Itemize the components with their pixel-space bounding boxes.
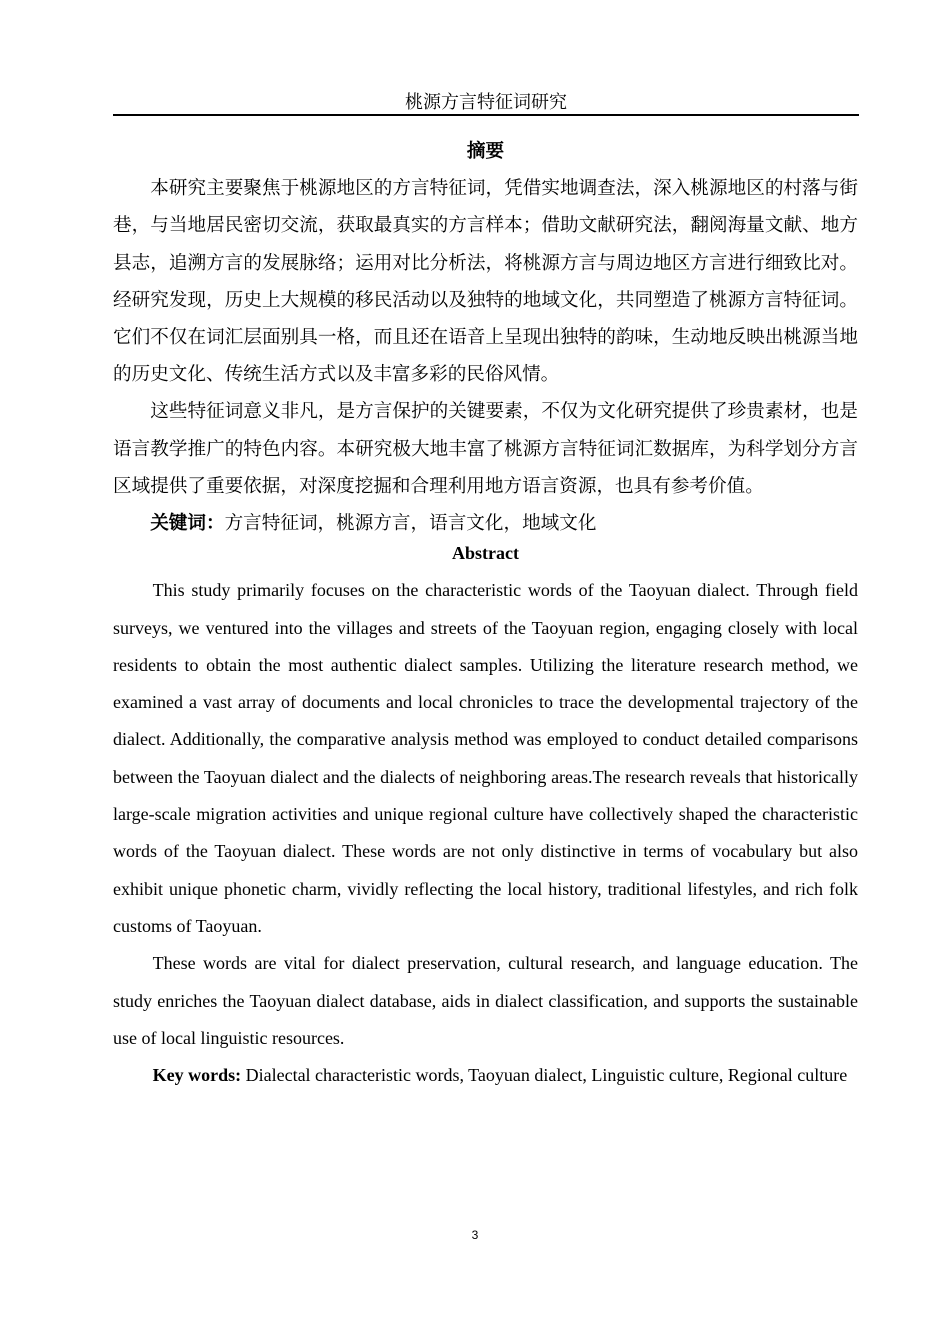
chinese-abstract: [113, 133, 858, 542]
chinese-paragraph: 本研究主要聚焦于桃源地区的方言特征词，凭借实地调查法，深入桃源地区的村落与街巷，与当地居民密切交流，获取最真实的方言样本；借助文献研究法，翻阅海量文献、地方县志，追溯方言的发展脉络；运用对比分析法，将桃源方言与周边地区方言进行细致比对。经研究发现，历史上大规模的移民活动以及独特的地域文化，共同塑造了桃源方言特征词。它们不仅在词汇层面别具一格，而且还在语音上呈现出独特的韵味，生动地反映出桃源当地的历史文化、传统生活方式以及丰富多彩的民俗风情。: [113, 178, 858, 386]
chinese-abstract-heading: 摘要: [466, 141, 505, 162]
running-header-title: 桃源方言特征词研究: [405, 92, 567, 112]
english-paragraph: These words are vital for dialect preservation, cultural research, and language education. The study enriches the Taoyuan dialect database, aids in dialect classification, and supports the sustainable use of local linguistic resources.: [113, 953, 858, 1048]
header-rule: [113, 114, 859, 116]
chinese-paragraph: 这些特征词意义非凡，是方言保护的关键要素，不仅为文化研究提供了珍贵素材，也是语言教学推广的特色内容。本研究极大地丰富了桃源方言特征词汇数据库，为科学划分方言区域提供了重要依据，对深度挖掘和合理利用地方语言资源，也具有参考价值。: [113, 401, 858, 497]
english-keywords-text: Dialectal characteristic words, Taoyuan dialect, Linguistic culture, Regional culture: [241, 1065, 848, 1086]
english-keywords: [113, 1057, 858, 1094]
chinese-keywords-text: 方言特征词，桃源方言，语言文化，地域文化: [224, 513, 597, 535]
english-paragraph: This study primarily focuses on the characteristic words of the Taoyuan dialect. Through field surveys, we ventured into the villages and streets of the Taoyuan region, engaging closely with local residents to obtain the most authentic dialect samples. Utilizing the literature research method, we examined a vast array of documents and local chronicles to trace the developmental trajectory of the dialect. Additionally, the comparative analysis method was employed to conduct detailed comparisons between the Taoyuan dialect and the dialects of neighboring areas.The research reveals that historically large-scale migration activities and unique regional culture have collectively shaped the characteristic words of the Taoyuan dialect. These words are not only distinctive in terms of vocabulary but also exhibit unique phonetic charm, vividly reflecting the local history, traditional lifestyles, and rich folk customs of Taoyuan.: [113, 580, 858, 936]
page-number: 3: [471, 1228, 479, 1242]
chinese-keywords-label: 关键词：: [150, 513, 225, 535]
english-abstract: [113, 535, 858, 1094]
english-keywords-label: Key words:: [152, 1065, 242, 1086]
english-abstract-heading: Abstract: [452, 543, 519, 563]
